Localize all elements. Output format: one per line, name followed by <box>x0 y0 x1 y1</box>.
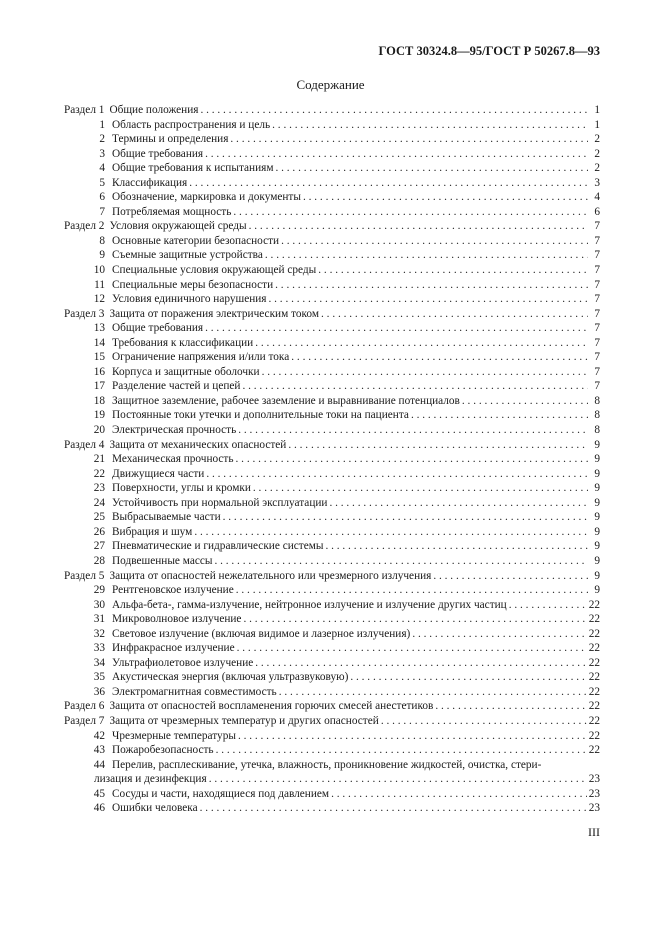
toc-item-row <box>64 539 600 554</box>
dot-leader <box>275 278 588 293</box>
page-ref: 9 <box>594 554 600 567</box>
dot-leader <box>325 539 588 554</box>
dot-leader <box>189 176 588 191</box>
page-ref: 22 <box>588 685 600 698</box>
toc-item-row <box>64 729 600 744</box>
dot-leader <box>237 641 587 656</box>
dot-leader <box>214 554 588 569</box>
entry-title: Специальные меры безопасности <box>112 278 274 291</box>
entry-title: Классификация <box>112 176 188 189</box>
toc-item-row <box>64 161 600 176</box>
item-number: 12 <box>93 293 105 306</box>
page-ref: 9 <box>594 584 600 597</box>
item-number: 5 <box>99 176 105 189</box>
dot-leader <box>462 394 588 409</box>
dot-leader <box>321 307 588 322</box>
item-number: 25 <box>93 511 105 524</box>
entry-title: Пневматические и гидравлические системы <box>112 540 324 553</box>
toc-item-row-continuation <box>64 772 600 787</box>
dot-leader <box>238 423 588 438</box>
item-number: 28 <box>93 554 105 567</box>
item-number: 27 <box>93 540 105 553</box>
dot-leader <box>243 612 586 627</box>
item-number: 44 <box>93 758 105 771</box>
toc-item-row <box>64 365 600 380</box>
toc-item-row <box>64 423 600 438</box>
page-ref: 2 <box>594 133 600 146</box>
toc-item-row <box>64 627 600 642</box>
dot-leader <box>216 743 587 758</box>
toc-item-row <box>64 147 600 162</box>
page-ref: 22 <box>588 744 600 757</box>
item-number: 43 <box>93 744 105 757</box>
item-number: 10 <box>93 264 105 277</box>
toc-item-row <box>64 292 600 307</box>
page-ref: 22 <box>588 671 600 684</box>
dot-leader <box>194 525 588 540</box>
toc-item-row <box>64 278 600 293</box>
item-number: 19 <box>93 409 105 422</box>
entry-title: Вибрация и шум <box>112 525 193 538</box>
page-ref: 8 <box>594 409 600 422</box>
item-number: 42 <box>93 729 105 742</box>
toc-item-row <box>64 481 600 496</box>
toc-item-row <box>64 408 600 423</box>
item-number: 16 <box>93 365 105 378</box>
page-ref: 7 <box>594 220 600 233</box>
item-number: 21 <box>93 453 105 466</box>
entry-title: Чрезмерные температуры <box>112 729 236 742</box>
dot-leader <box>206 467 588 482</box>
item-number: 17 <box>93 380 105 393</box>
page-ref: 9 <box>594 453 600 466</box>
entry-title: Термины и определения <box>112 133 229 146</box>
page-ref: 7 <box>594 322 600 335</box>
entry-title: Подвешенные массы <box>112 554 213 567</box>
dot-leader <box>509 598 587 613</box>
dot-leader <box>288 438 588 453</box>
section-label: Раздел 2 <box>64 220 105 233</box>
page-ref: 7 <box>594 278 600 291</box>
dot-leader <box>435 699 586 714</box>
entry-title: Защита от поражения электрическим током <box>109 307 320 320</box>
dot-leader <box>265 248 588 263</box>
dot-leader <box>350 670 586 685</box>
toc-item-row <box>64 205 600 220</box>
dot-leader <box>318 263 588 278</box>
page-ref: 7 <box>594 293 600 306</box>
item-number: 6 <box>99 191 105 204</box>
page-ref: 22 <box>588 598 600 611</box>
entry-title: Ультрафиолетовое излучение <box>112 656 254 669</box>
entry-title: Пожаробезопасность <box>112 744 214 757</box>
page-ref: 9 <box>594 511 600 524</box>
page-ref: 22 <box>588 642 600 655</box>
dot-leader <box>303 190 588 205</box>
entry-title: Защитное заземление, рабочее заземление и выравнивание потенциалов <box>112 394 460 407</box>
entry-title: Общие требования к испытаниям <box>112 162 274 175</box>
entry-title: Микроволновое излучение <box>112 613 242 626</box>
page-ref: 7 <box>594 336 600 349</box>
toc-section-row <box>64 699 600 714</box>
entry-title: Обозначение, маркировка и документы <box>112 191 301 204</box>
dot-leader <box>205 147 588 162</box>
toc-item-row <box>64 598 600 613</box>
item-number: 18 <box>93 394 105 407</box>
page-ref: 4 <box>594 191 600 204</box>
page-ref: 9 <box>594 569 600 582</box>
dot-leader <box>381 714 587 729</box>
page-ref: 23 <box>588 802 600 815</box>
entry-title: Электромагнитная совместимость <box>112 685 277 698</box>
entry-title: Корпуса и защитные оболочки <box>112 365 260 378</box>
toc-item-row <box>64 118 600 133</box>
dot-leader <box>238 729 587 744</box>
dot-leader <box>230 132 588 147</box>
page-ref: 7 <box>594 307 600 320</box>
entry-title: Общие требования <box>112 322 204 335</box>
item-number: 11 <box>94 278 105 291</box>
toc-item-row <box>64 685 600 700</box>
page-ref: 23 <box>588 773 600 786</box>
entry-title: Инфракрасное излучение <box>112 642 235 655</box>
item-number: 3 <box>99 147 105 160</box>
toc-item-row <box>64 554 600 569</box>
dot-leader <box>272 118 588 133</box>
item-number: 24 <box>93 496 105 509</box>
entry-title: Механическая прочность <box>112 453 234 466</box>
entry-title: Потребляемая мощность <box>112 205 232 218</box>
entry-title: Область распространения и цель <box>112 118 271 131</box>
entry-title: Ограничение напряжения и/или тока <box>112 351 290 364</box>
table-of-contents <box>64 103 600 816</box>
dot-leader <box>281 234 588 249</box>
page-ref: 7 <box>594 351 600 364</box>
toc-item-row <box>64 176 600 191</box>
page-ref: 1 <box>594 104 600 116</box>
page-ref: 23 <box>588 787 600 800</box>
dot-leader <box>223 510 588 525</box>
toc-item-row <box>64 394 600 409</box>
entry-title: Электрическая прочность <box>112 424 237 437</box>
dot-leader <box>291 350 588 365</box>
page-ref: 1 <box>594 118 600 131</box>
item-number: 36 <box>93 685 105 698</box>
entry-title: Основные категории безопасности <box>112 234 280 247</box>
entry-title: Постоянные токи утечки и дополнительные токи на пациента <box>112 409 409 422</box>
item-number: 30 <box>93 598 105 611</box>
item-number: 34 <box>93 656 105 669</box>
entry-title: Движущиеся части <box>112 467 205 480</box>
page-ref: 7 <box>594 380 600 393</box>
page-ref: 7 <box>594 234 600 247</box>
item-number: 45 <box>93 787 105 800</box>
entry-title: Специальные условия окружающей среды <box>112 264 317 277</box>
dot-leader <box>249 219 588 234</box>
page-ref: 7 <box>594 264 600 277</box>
toc-section-row <box>64 714 600 729</box>
item-number: 46 <box>93 802 105 815</box>
dot-leader <box>200 103 588 118</box>
item-number: 31 <box>93 613 105 626</box>
item-number: 33 <box>93 642 105 655</box>
page-ref: 3 <box>594 176 600 189</box>
item-number: 14 <box>93 336 105 349</box>
dot-leader <box>262 365 588 380</box>
toc-item-row <box>64 641 600 656</box>
document-header: ГОСТ 30324.8—95/ГОСТ Р 50267.8—93 <box>378 44 600 58</box>
dot-leader <box>242 379 588 394</box>
toc-section-row <box>64 103 600 118</box>
page-ref: 7 <box>594 365 600 378</box>
entry-title: Общие положения <box>109 104 199 116</box>
section-label: Раздел 3 <box>64 307 105 320</box>
entry-title: Ошибки человека <box>112 802 198 815</box>
toc-item-row <box>64 379 600 394</box>
toc-item-row <box>64 350 600 365</box>
toc-item-row <box>64 263 600 278</box>
toc-item-row <box>64 743 600 758</box>
item-number: 7 <box>99 205 105 218</box>
page-ref: 22 <box>588 714 600 727</box>
item-number: 2 <box>99 133 105 146</box>
page-ref: 9 <box>594 525 600 538</box>
page-ref: 22 <box>588 656 600 669</box>
dot-leader <box>411 408 588 423</box>
dot-leader <box>331 787 587 802</box>
dot-leader <box>329 496 588 511</box>
toc-item-row <box>64 467 600 482</box>
toc-item-row <box>64 612 600 627</box>
item-number: 15 <box>93 351 105 364</box>
page-title: Содержание <box>296 77 365 92</box>
entry-title: Защита от опасностей нежелательного или чрезмерного излучения <box>109 569 432 582</box>
toc-item-row <box>64 190 600 205</box>
toc-item-row <box>64 583 600 598</box>
toc-item-row <box>64 801 600 816</box>
entry-title: Акустическая энергия (включая ультразвуковую) <box>112 671 349 684</box>
entry-title: Разделение частей и цепей <box>112 380 241 393</box>
section-label: Раздел 1 <box>64 104 105 116</box>
dot-leader <box>236 452 588 467</box>
toc-section-row <box>64 438 600 453</box>
entry-title: Условия окружающей среды <box>109 220 247 233</box>
dot-leader <box>269 292 589 307</box>
page-ref: 22 <box>588 729 600 742</box>
item-number: 22 <box>93 467 105 480</box>
section-label: Раздел 5 <box>64 569 105 582</box>
entry-title: Альфа-бета-, гамма-излучение, нейтронное излучение и излучение других частиц <box>112 598 507 611</box>
item-number: 9 <box>99 249 105 262</box>
page-ref: 9 <box>594 540 600 553</box>
page-ref: 9 <box>594 482 600 495</box>
page-ref: 8 <box>594 424 600 437</box>
item-number: 23 <box>93 482 105 495</box>
entry-title: Защита от чрезмерных температур и других опасностей <box>109 714 379 727</box>
toc-item-row <box>64 496 600 511</box>
dot-leader <box>433 569 588 584</box>
page-ref: 9 <box>594 467 600 480</box>
page-ref: 7 <box>594 249 600 262</box>
toc-item-row <box>64 525 600 540</box>
section-label: Раздел 6 <box>64 700 105 713</box>
toc-item-row <box>64 336 600 351</box>
entry-title-line1: Перелив, расплескивание, утечка, влажность, проникновение жидкостей, очистка, стери- <box>112 758 542 771</box>
item-number: 20 <box>93 424 105 437</box>
toc-item-row <box>64 656 600 671</box>
page-ref: 22 <box>588 700 600 713</box>
page-ref: 22 <box>588 627 600 640</box>
section-label: Раздел 7 <box>64 714 105 727</box>
item-number: 32 <box>93 627 105 640</box>
page-ref: 2 <box>594 162 600 175</box>
page-ref: 6 <box>594 205 600 218</box>
toc-item-row <box>64 132 600 147</box>
dot-leader <box>209 772 587 787</box>
entry-title: Поверхности, углы и кромки <box>112 482 251 495</box>
item-number: 26 <box>93 525 105 538</box>
entry-title-line2: лизация и дезинфекция <box>93 773 207 786</box>
toc-item-row <box>64 452 600 467</box>
toc-item-row <box>64 670 600 685</box>
entry-title: Защита от опасностей воспламенения горючих смесей анестетиков <box>109 700 434 713</box>
item-number: 29 <box>93 584 105 597</box>
entry-title: Выбрасываемые части <box>112 511 221 524</box>
toc-section-row <box>64 219 600 234</box>
entry-title: Устойчивость при нормальной эксплуатации <box>112 496 328 509</box>
toc-section-row <box>64 307 600 322</box>
entry-title: Световое излучение (включая видимое и лазерное излучения) <box>112 627 411 640</box>
page-number: III <box>588 825 600 839</box>
toc-item-row <box>64 787 600 802</box>
toc-item-row <box>64 248 600 263</box>
entry-title: Съемные защитные устройства <box>112 249 263 262</box>
entry-title: Условия единичного нарушения <box>112 293 267 306</box>
dot-leader <box>236 583 588 598</box>
entry-title: Общие требования <box>112 147 204 160</box>
page-ref: 9 <box>594 438 600 451</box>
entry-title: Защита от механических опасностей <box>109 438 287 451</box>
item-number: 13 <box>93 322 105 335</box>
dot-leader <box>233 205 588 220</box>
dot-leader <box>253 481 588 496</box>
entry-title: Сосуды и части, находящиеся под давлением <box>112 787 330 800</box>
dot-leader <box>255 656 586 671</box>
dot-leader <box>205 321 588 336</box>
toc-item-row <box>64 321 600 336</box>
dot-leader <box>279 685 587 700</box>
dot-leader <box>200 801 587 816</box>
dot-leader <box>275 161 588 176</box>
entry-title: Рентгеновское излучение <box>112 584 234 597</box>
page-ref: 22 <box>588 613 600 626</box>
page-ref: 9 <box>594 496 600 509</box>
toc-item-row <box>64 758 600 773</box>
page-ref: 2 <box>594 147 600 160</box>
page-ref: 8 <box>594 394 600 407</box>
toc-section-row <box>64 569 600 584</box>
item-number: 1 <box>99 118 105 131</box>
section-label: Раздел 4 <box>64 438 105 451</box>
dot-leader <box>412 627 586 642</box>
toc-item-row <box>64 234 600 249</box>
item-number: 8 <box>99 234 105 247</box>
item-number: 4 <box>99 162 105 175</box>
toc-item-row <box>64 510 600 525</box>
dot-leader <box>255 336 588 351</box>
entry-title: Требования к классификации <box>112 336 254 349</box>
item-number: 35 <box>93 671 105 684</box>
